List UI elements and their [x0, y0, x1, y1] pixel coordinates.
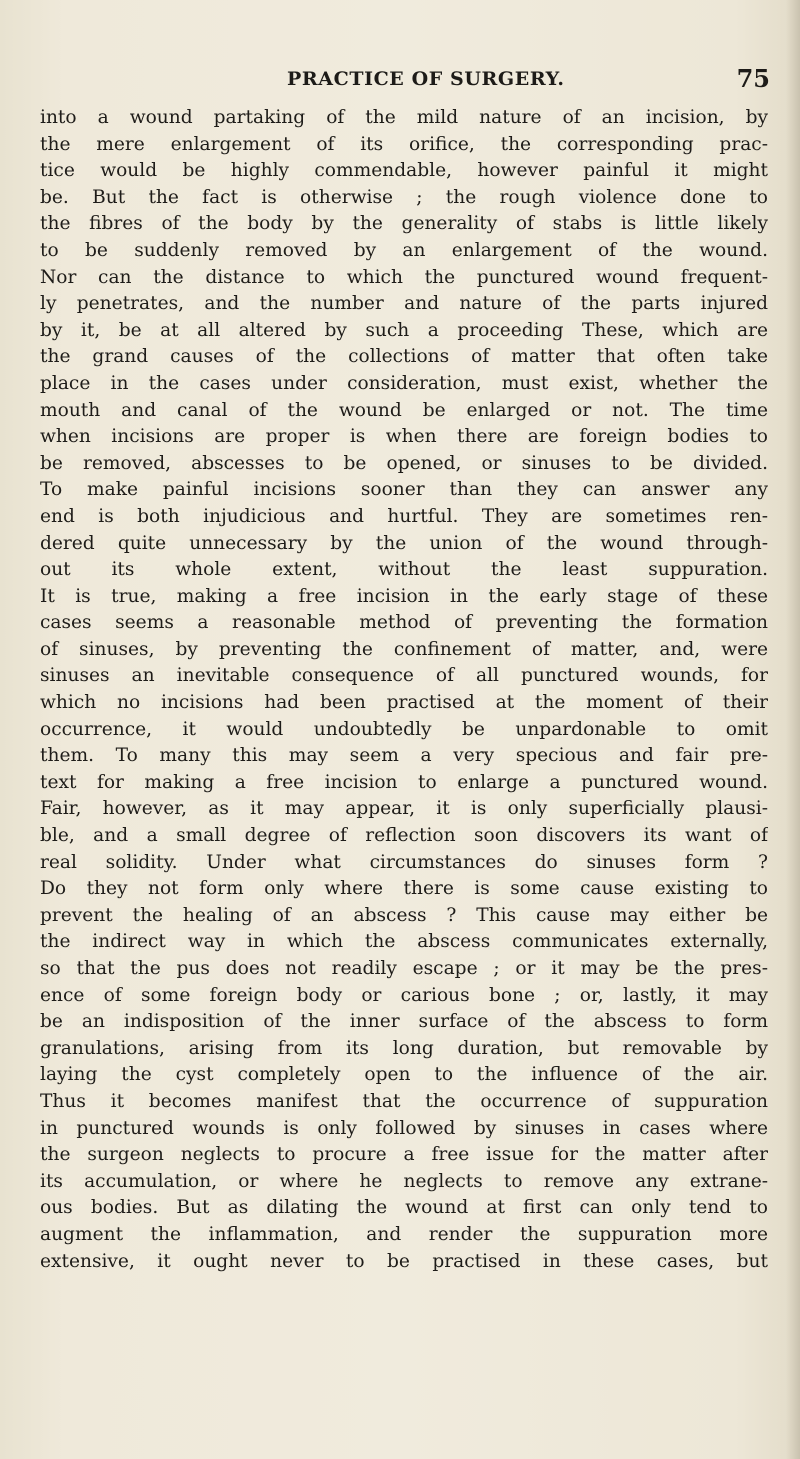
text-line: real solidity. Under what circumstances do sinuses form ?: [40, 851, 768, 873]
text-line: the indirect way in which the abscess communicates externally,: [40, 931, 768, 953]
text-line: the surgeon neglects to procure a free issue for the matter after: [40, 1144, 768, 1166]
text-line: them. To many this may seem a very specious and fair pre-: [40, 745, 768, 767]
text-line: which no incisions had been practised at the moment of their: [40, 692, 768, 714]
page-header: [40, 64, 776, 98]
text-line: augment the inflammation, and render the suppuration more: [40, 1223, 768, 1245]
text-line: out its whole extent, without the least suppuration.: [40, 559, 768, 581]
text-line: be removed, abscesses to be opened, or sinuses to be divided.: [40, 452, 768, 474]
text-line: by it, be at all altered by such a proceeding These, which are: [40, 319, 768, 341]
text-line: extensive, it ought never to be practised in these cases, but: [40, 1250, 768, 1272]
text-line: when incisions are proper is when there are foreign bodies to: [40, 426, 768, 448]
text-line: Nor can the distance to which the punctured wound frequent-: [40, 266, 768, 288]
text-line: laying the cyst completely open to the influence of the air.: [40, 1064, 768, 1086]
text-line: in punctured wounds is only followed by sinuses in cases where: [40, 1117, 768, 1139]
text-line: ence of some foreign body or carious bone ; or, lastly, it may: [40, 984, 768, 1006]
body-text: [40, 105, 768, 1275]
text-line: ble, and a small degree of reflection soon discovers its want of: [40, 825, 768, 847]
running-title: PRACTICE OF SURGERY.: [287, 68, 565, 90]
text-line: Thus it becomes manifest that the occurrence of suppuration: [40, 1090, 768, 1112]
text-line: so that the pus does not readily escape ; or it may be the pres-: [40, 958, 768, 979]
text-line: text for making a free incision to enlarge a punctured wound.: [40, 771, 768, 793]
text-line: to be suddenly removed by an enlargement of the wound.: [40, 239, 768, 261]
text-line: tice would be highly commendable, however painful it might: [40, 160, 768, 182]
text-line: its accumulation, or where he neglects to remove any extrane-: [40, 1170, 768, 1192]
text-line: the fibres of the body by the generality of stabs is little likely: [40, 213, 768, 235]
text-line: Fair, however, as it may appear, it is only superficially plausi-: [40, 798, 768, 820]
text-line: occurrence, it would undoubtedly be unpardonable to omit: [40, 718, 768, 740]
text-line: the mere enlargement of its orifice, the corresponding prac-: [40, 133, 768, 155]
page-edge-shadow: [786, 0, 800, 1459]
text-line: prevent the healing of an abscess ? This cause may either be: [40, 904, 768, 926]
text-line: place in the cases under consideration, must exist, whether the: [40, 372, 768, 394]
text-line: sinuses an inevitable consequence of all punctured wounds, for: [40, 665, 768, 687]
text-line: end is both injudicious and hurtful. They are sometimes ren-: [40, 505, 768, 527]
text-line: mouth and canal of the wound be enlarged or not. The time: [40, 399, 768, 421]
text-line: ous bodies. But as dilating the wound at first can only tend to: [40, 1197, 768, 1219]
text-line: into a wound partaking of the mild nature of an incision, by: [40, 107, 768, 128]
text-line: dered quite unnecessary by the union of the wound through-: [40, 532, 768, 554]
text-line: To make painful incisions sooner than they can answer any: [40, 479, 768, 501]
text-line: the grand causes of the collections of matter that often take: [40, 346, 768, 368]
text-line: be an indisposition of the inner surface of the abscess to form: [40, 1011, 768, 1033]
text-line: ly penetrates, and the number and nature of the parts injured: [40, 293, 768, 315]
text-line: Do they not form only where there is some cause existing to: [40, 878, 768, 900]
page-number: 75: [736, 64, 770, 93]
text-line: It is true, making a free incision in the early stage of these: [40, 585, 768, 607]
text-line: of sinuses, by preventing the confinement of matter, and, were: [40, 638, 768, 660]
text-line: be. But the fact is otherwise ; the rough violence done to: [40, 186, 768, 208]
text-line: granulations, arising from its long duration, but removable by: [40, 1037, 768, 1059]
text-line: cases seems a reasonable method of preventing the formation: [40, 612, 768, 634]
